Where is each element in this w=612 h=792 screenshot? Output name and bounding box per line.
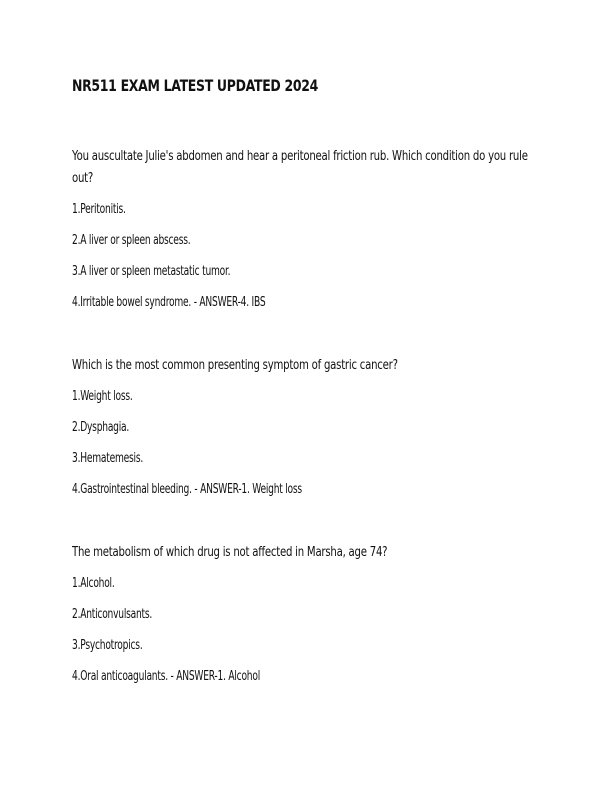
answer-option: 3.A liver or spleen metastatic tumor. xyxy=(72,264,231,279)
answer-option: 1.Alcohol. xyxy=(72,576,115,591)
answer-option: 1.Weight loss. xyxy=(72,389,133,404)
question-block-1 xyxy=(72,146,552,314)
question-text: The metabolism of which drug is not affected in Marsha, age 74? xyxy=(72,545,388,560)
answer-option: 3.Hematemesis. xyxy=(72,451,144,466)
answer-option: 2.Anticonvulsants. xyxy=(72,607,153,622)
question-text: You auscultate Julie's abdomen and hear a peritoneal friction rub. Which condition do you rule out? xyxy=(72,149,528,186)
answer-option: 2.Dysphagia. xyxy=(72,420,130,435)
answer-option: 4.Irritable bowel syndrome. - ANSWER-4. IBS xyxy=(72,295,266,310)
answer-option: 2.A liver or spleen abscess. xyxy=(72,233,191,248)
answer-option: 4.Gastrointestinal bleeding. - ANSWER-1. Weight loss xyxy=(72,482,302,497)
document-title: NR511 EXAM LATEST UPDATED 2024 xyxy=(72,76,319,95)
question-text: Which is the most common presenting symptom of gastric cancer? xyxy=(72,358,398,373)
answer-option: 4.Oral anticoagulants. - ANSWER-1. Alcohol xyxy=(72,669,261,684)
answer-option: 1.Peritonitis. xyxy=(72,202,126,217)
question-block-3 xyxy=(72,542,552,688)
question-block-2 xyxy=(72,355,552,501)
answer-option: 3.Psychotropics. xyxy=(72,638,143,653)
